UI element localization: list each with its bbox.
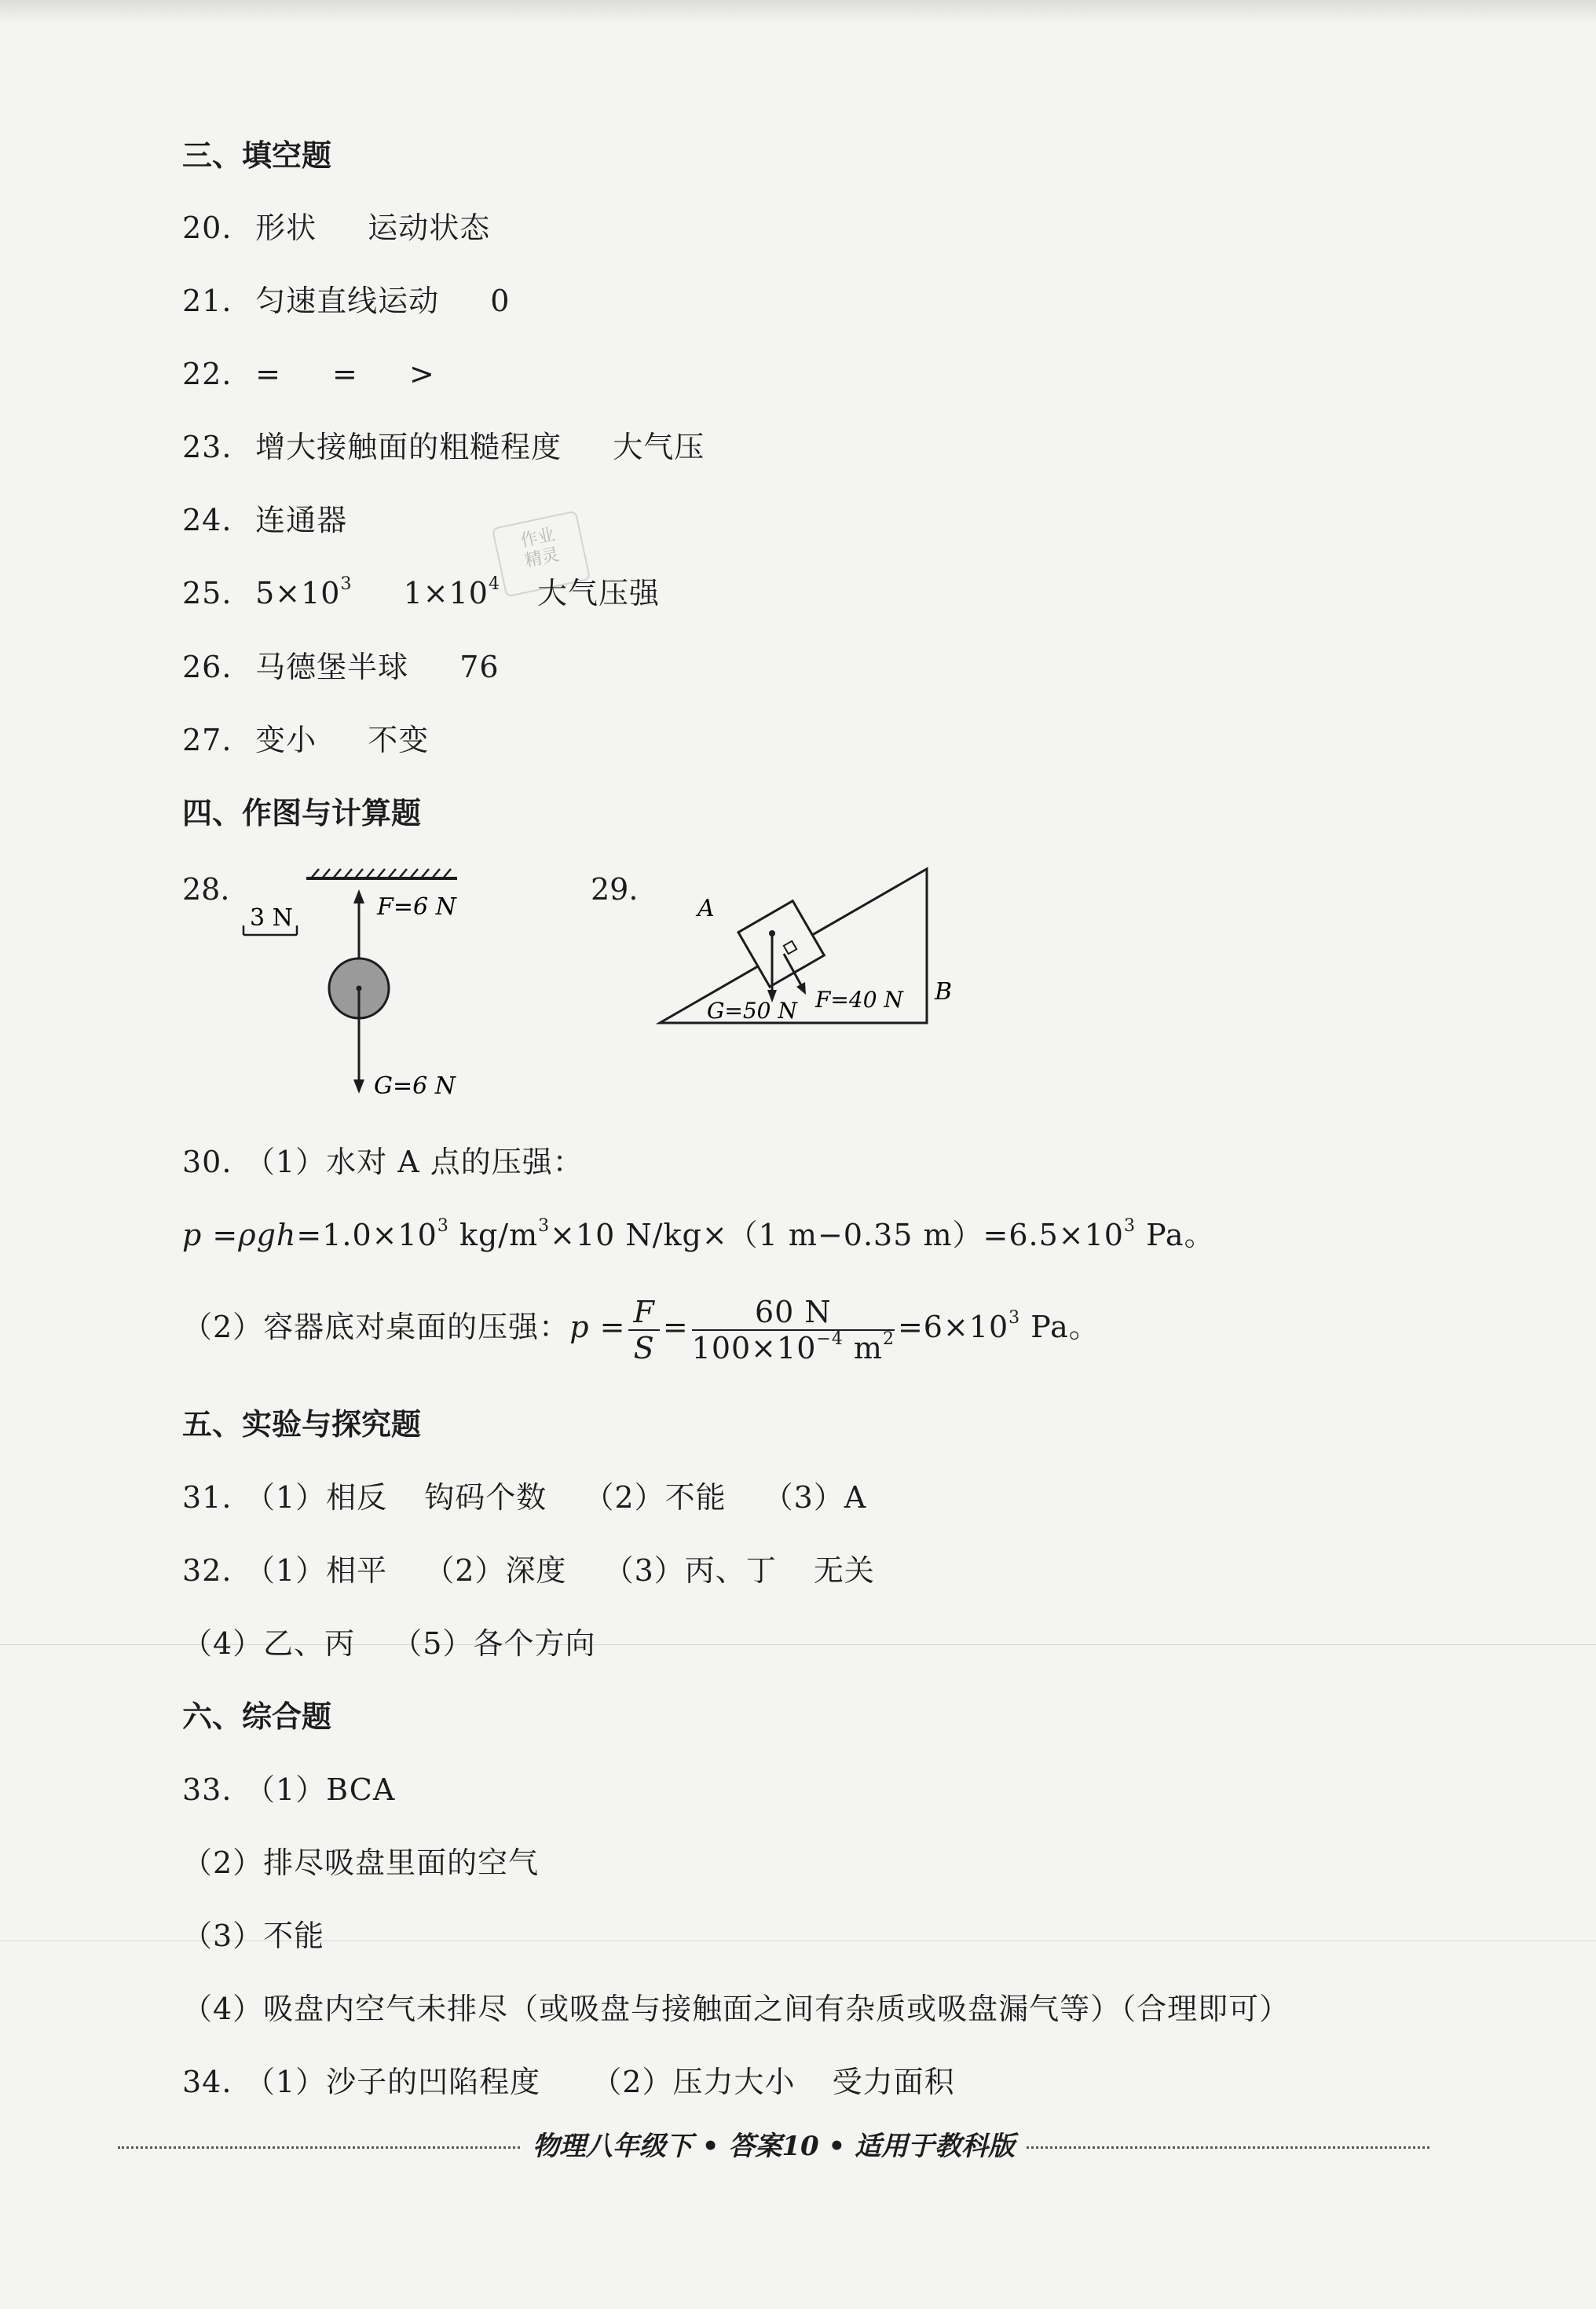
formula-text: =1.0×10: [296, 1218, 437, 1252]
answer-text: （1）BCA: [245, 1772, 396, 1807]
arrowhead-down-icon: [353, 1079, 364, 1094]
answer-text: >: [408, 357, 435, 391]
answer-text: 大气压强: [537, 576, 661, 610]
answer-text: （4）乙、丙: [182, 1626, 356, 1661]
answer-27: [182, 720, 429, 761]
question-number: 27.: [182, 723, 232, 757]
page-edge: [0, 0, 1596, 24]
answer-text: （1）水对 A 点的压强：: [245, 1145, 584, 1179]
answer-text: 受力面积: [832, 2065, 955, 2099]
answer-text: 1×10: [403, 576, 489, 610]
question-number: 34.: [182, 2065, 232, 2099]
question-number: 21.: [182, 284, 232, 318]
answer-23: [182, 427, 705, 467]
formula-text: Pa。: [1135, 1218, 1215, 1252]
question-number: 24.: [182, 503, 232, 537]
question-number: 25.: [182, 576, 232, 610]
answer-21: [182, 280, 510, 321]
section-heading-experiment: 五、实验与探究题: [182, 1407, 422, 1442]
answer-text: （3）丙、丁: [603, 1553, 777, 1588]
numerator: F: [628, 1295, 659, 1331]
exponent: 4: [488, 574, 500, 594]
answer-25: [182, 573, 660, 614]
answer-text: （1）相反: [245, 1480, 388, 1515]
answer-33-part3: （3）不能: [182, 1919, 325, 1953]
question-number: 32.: [182, 1553, 232, 1588]
answer-30-line1: [182, 1142, 584, 1182]
formula-text: Pa。: [1020, 1310, 1100, 1344]
formula-text: ×10 N/kg×（1 m−0.35 m）=6.5×10: [550, 1218, 1124, 1252]
answer-text: （5）各个方向: [392, 1626, 596, 1661]
fraction-f-over-s: [628, 1295, 659, 1365]
answer-text: 形状: [255, 211, 317, 245]
scale-label: 3 N: [250, 904, 293, 932]
exponent: 3: [437, 1216, 449, 1236]
denominator-unit: m: [843, 1330, 883, 1365]
formula-text: =6×10: [897, 1310, 1009, 1344]
block-a: [738, 901, 824, 987]
answer-22: [182, 354, 435, 394]
watermark-stamp: 作业 精灵: [492, 511, 591, 598]
answer-24: [182, 500, 347, 541]
answer-text: （2）压力大小: [591, 2065, 796, 2099]
fraction-values: [692, 1295, 895, 1365]
force-label-g: G=6 N: [374, 1072, 456, 1100]
exponent: −4: [816, 1329, 844, 1349]
answer-text: 马德堡半球: [255, 650, 409, 684]
exponent: 3: [340, 574, 353, 594]
answer-text: （2）不能: [584, 1480, 727, 1515]
answer-31: [182, 1477, 866, 1518]
answer-text: 大气压: [613, 430, 705, 464]
answer-30-line3: （2）容器底对桌面的压强：p = $\frac{F}{S}$ = $\frac{60 N}{100\times 10^{-4} m^2}$ $=6\times 10^3$ Pa。: [182, 1294, 1100, 1365]
answer-33-part2: （2）排尽吸盘里面的空气: [182, 1845, 540, 1880]
question-number: 29.: [591, 872, 639, 907]
answer-30-line2: [182, 1215, 1215, 1255]
answer-text: （1）沙子的凹陷程度: [245, 2065, 541, 2099]
answer-text: 76: [459, 650, 500, 684]
answer-text: 运动状态: [368, 211, 491, 245]
answer-text: 匀速直线运动: [255, 284, 440, 318]
section-heading-comprehensive: 六、综合题: [182, 1699, 332, 1734]
section-heading-drawing-calc: 四、作图与计算题: [182, 796, 422, 830]
exponent: 3: [1123, 1216, 1136, 1236]
answer-text: 无关: [813, 1553, 875, 1588]
answer-text: （3）A: [763, 1480, 867, 1515]
question-number: 33.: [182, 1772, 232, 1807]
answer-text: 0: [490, 284, 511, 318]
answer-text: 增大接触面的粗糙程度: [255, 430, 562, 464]
answer-text: =: [332, 357, 358, 391]
label-b: B: [935, 978, 953, 1006]
exponent: 3: [1008, 1308, 1021, 1328]
arrowhead-up-icon: [353, 889, 364, 903]
answer-text: 5×10: [255, 576, 341, 610]
q29-incline-diagram: [644, 861, 990, 1050]
formula-text: kg/m: [448, 1218, 539, 1252]
label-a: A: [697, 895, 715, 922]
question-number: 31.: [182, 1480, 232, 1515]
numerator: 60 N: [692, 1295, 895, 1331]
question-number: 20.: [182, 211, 232, 245]
answer-32-continued: [182, 1623, 595, 1664]
answer-34: [182, 2062, 955, 2102]
answer-33-part1: [182, 1769, 395, 1810]
question-number: 30.: [182, 1145, 232, 1179]
answer-text: 钩码个数: [424, 1480, 547, 1515]
answer-text: （1）相平: [245, 1553, 388, 1588]
answer-text: （2）容器底对桌面的压强：: [182, 1310, 570, 1344]
formula-lhs: p =: [569, 1310, 626, 1344]
denominator-base: 100×10: [691, 1330, 817, 1365]
formula-lhs: p =ρgh: [182, 1218, 297, 1252]
answer-text: （2）深度: [424, 1553, 567, 1588]
force-label: F=40 N: [815, 987, 903, 1013]
answer-26: [182, 647, 500, 687]
answer-33-part4: （4）吸盘内空气未排尽（或吸盘与接触面之间有杂质或吸盘漏气等）（合理即可）: [182, 1992, 1290, 2026]
answer-20: [182, 207, 490, 248]
question-number: 28.: [182, 872, 230, 907]
answer-text: 变小: [255, 723, 317, 757]
footer-text: 物理八年级下 • 答案10 • 适用于教科版: [522, 2131, 1026, 2162]
denominator: S: [633, 1330, 655, 1365]
question-number: 22.: [182, 357, 232, 391]
answer-text: 连通器: [255, 503, 348, 537]
page-footer: [118, 2126, 1429, 2167]
exponent: 2: [882, 1329, 895, 1349]
exponent: 3: [538, 1216, 551, 1236]
denominator: [692, 1331, 895, 1365]
answer-32: [182, 1550, 875, 1591]
question-number: 23.: [182, 430, 232, 464]
question-number: 26.: [182, 650, 232, 684]
section-heading-fill-blank: 三、填空题: [182, 138, 332, 173]
q28-force-diagram: [236, 867, 566, 1119]
answer-text: =: [255, 357, 281, 391]
force-label-f: F=6 N: [377, 893, 456, 921]
gravity-label: G=50 N: [707, 998, 797, 1024]
answer-text: 不变: [368, 723, 430, 757]
